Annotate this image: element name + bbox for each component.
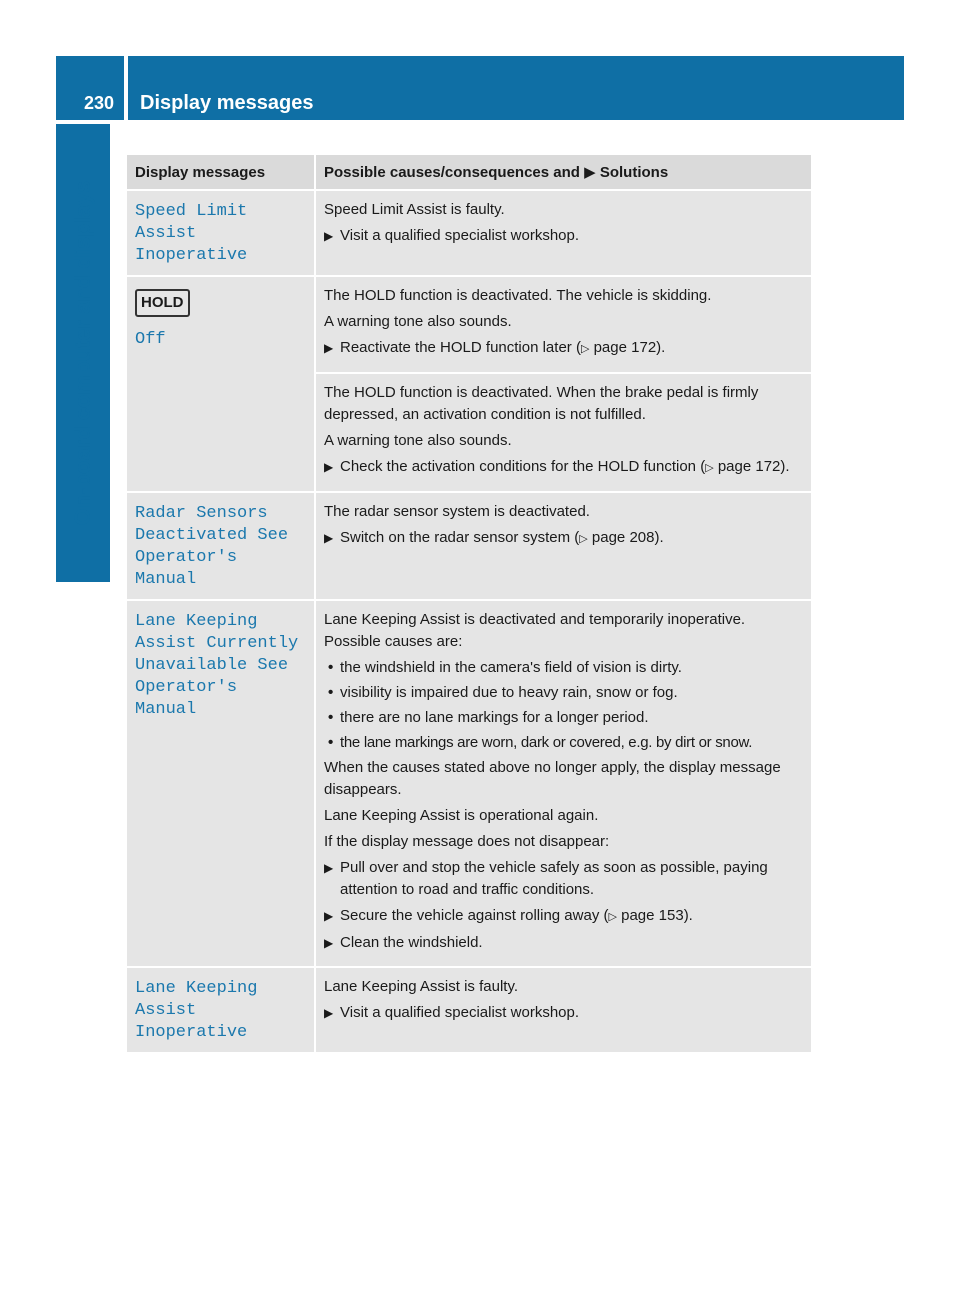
action-arrow-icon: ▶ (324, 1006, 334, 1020)
display-message: Radar Sensors Deactivated See Operator's Manual (135, 504, 289, 589)
page-reference-link[interactable]: page 153). (621, 907, 693, 924)
display-message: Lane Keeping Assist Currently Unavailable See Operator's Manual (135, 612, 299, 719)
table-row (127, 600, 811, 967)
table-header-row (127, 155, 811, 190)
display-message: Off (135, 330, 166, 349)
action-arrow-icon: ▶ (324, 909, 334, 923)
action-arrow-icon: ▶ (324, 460, 334, 474)
action-arrow-icon: ▶ (324, 531, 334, 545)
action-step: ▶ Visit a qualified specialist workshop. (324, 1002, 805, 1024)
bullet-icon: • (328, 659, 334, 676)
action-arrow-icon: ▶ (324, 936, 334, 950)
action-step: ▶ Pull over and stop the vehicle safely as soon as possible, paying attention to road and traffic conditions. (324, 859, 768, 898)
bullet-icon: • (328, 684, 334, 701)
solution-cell: Lane Keeping Assist is deactivated and temporarily inoperative. Possible causes are: • the windshield in the camera's field of vision is dirty. • visibility is impaired due to heavy rain, snow or fog. • there are no lane markings for a longer period. • the lane markings are worn, dark or covered, e.g. by dirt or snow. When the causes stated above no longer apply, the display message disappears. Lane Keeping Assist is operational again. If the display message does not disappear: ▶ Pull over and stop the vehicle safely as soon as possible, paying attention to road and traffic conditions. ▶ Secure the vehicle against rolling away (▷ page 153). ▶ Clean the windshield. (315, 600, 811, 967)
table-row (127, 967, 811, 1053)
page-reference-link[interactable]: page 172). (593, 339, 666, 356)
page-number: 230 (56, 56, 124, 120)
action-arrow-icon: ▶ (324, 229, 334, 243)
display-message-cell (127, 600, 315, 967)
table-row (127, 492, 811, 600)
list-item: • the lane markings are worn, dark or covered, e.g. by dirt or snow. (324, 732, 805, 754)
display-message: Speed Limit Assist Inoperative (135, 202, 248, 265)
page-reference-icon: ▷ (705, 462, 714, 474)
column-header-messages: Display messages (127, 155, 315, 190)
page-reference-icon: ▷ (579, 533, 588, 545)
page-title: Display messages (128, 56, 904, 120)
display-message: Lane Keeping Assist Inoperative (135, 979, 258, 1042)
action-step: ▶ Switch on the radar sensor system (▷ page 208). (324, 527, 805, 550)
bullet-icon: • (328, 709, 334, 726)
hold-indicator-icon: HOLD (135, 289, 190, 317)
action-arrow-icon: ▶ (324, 341, 334, 355)
list-item: • there are no lane markings for a longer period. (324, 707, 805, 729)
action-step: ▶ Check the activation conditions for the HOLD function (▷ page 172). (324, 456, 805, 479)
table-row (127, 190, 811, 276)
display-message-cell (127, 967, 315, 1053)
action-step: ▶ Reactivate the HOLD function later (▷ page 172). (324, 337, 805, 360)
table-row (127, 276, 811, 373)
column-header-solutions: Possible causes/consequences and ▶ Solutions (315, 155, 811, 190)
action-step: ▶ Visit a qualified specialist workshop. (324, 225, 805, 247)
action-step: ▶ Secure the vehicle against rolling away (▷ page 153). (324, 905, 805, 928)
page-reference-link[interactable]: page 172). (717, 458, 790, 475)
solution-cell: The HOLD function is deactivated. When the brake pedal is firmly depressed, an activation condition is not fulfilled. A warning tone also sounds. ▶ Check the activation conditions for the HOLD function (▷ page 172). (315, 373, 811, 492)
action-step: ▶ Clean the windshield. (324, 932, 805, 954)
display-messages-table (127, 155, 811, 1054)
display-message-cell (127, 492, 315, 600)
solution-cell: Speed Limit Assist is faulty. ▶ Visit a qualified specialist workshop. (315, 190, 811, 276)
display-message-cell (127, 190, 315, 276)
action-arrow-icon: ▶ (584, 164, 596, 181)
solution-cell: The HOLD function is deactivated. The vehicle is skidding. A warning tone also sounds. ▶ Reactivate the HOLD function later (▷ page 172). (315, 276, 811, 373)
chapter-label: On-board computer and displays (70, 180, 95, 526)
bullet-icon: • (328, 734, 334, 751)
solution-cell: The radar sensor system is deactivated. ▶ Switch on the radar sensor system (▷ page 208). (315, 492, 811, 600)
list-item: • visibility is impaired due to heavy rain, snow or fog. (324, 682, 805, 704)
list-item: • the windshield in the camera's field of vision is dirty. (324, 657, 805, 679)
page-reference-icon: ▷ (580, 343, 590, 355)
page-reference-icon: ▷ (608, 911, 617, 923)
display-message-cell (127, 276, 315, 492)
action-arrow-icon: ▶ (324, 861, 334, 875)
page-reference-link[interactable]: page 208). (591, 529, 664, 546)
solution-cell: Lane Keeping Assist is faulty. ▶ Visit a qualified specialist workshop. (315, 967, 811, 1053)
